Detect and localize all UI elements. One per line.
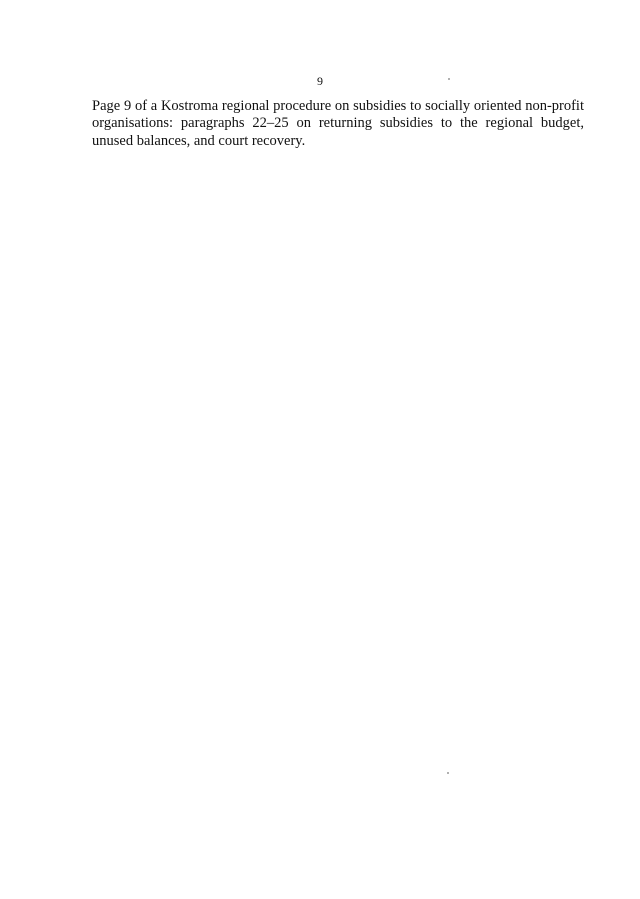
document-summary: Page 9 of a Kostroma regional procedure on subsidies to socially oriented non-profit organisations: paragraphs 22–25 on returning subsidies to the regional budget, unused balances, and court recovery.	[92, 98, 584, 149]
scan-speck-bottom	[447, 772, 449, 774]
page-number: 9	[317, 74, 323, 88]
scan-speck-top	[448, 78, 450, 80]
document-body	[92, 98, 584, 150]
